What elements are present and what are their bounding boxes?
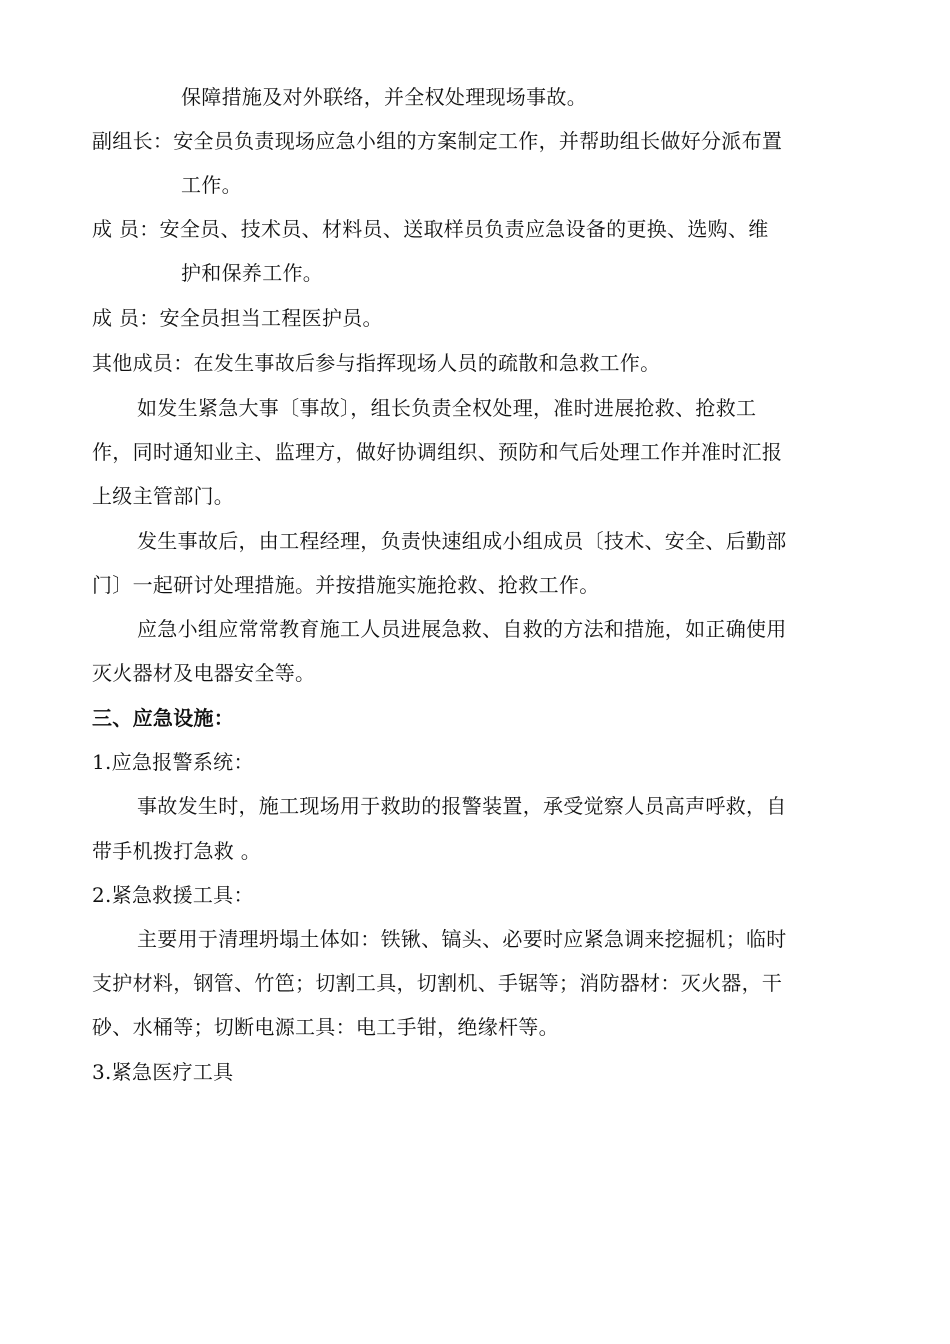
paragraph-line: 其他成员：在发生事故后参与指挥现场人员的疏散和急救工作。 (92, 351, 661, 375)
paragraph-line: 如发生紧急大事〔事故〕，组长负责全权处理，准时进展抢救、抢救工 (137, 396, 757, 420)
paragraph-line: 砂、水桶等；切断电源工具：电工手钳，绝缘杆等。 (92, 1015, 559, 1039)
paragraph-line: 发生事故后，由工程经理，负责快速组成小组成员〔技术、安全、后勤部 (137, 529, 787, 553)
paragraph-line: 保障措施及对外联络，并全权处理现场事故。 (181, 85, 587, 109)
paragraph-line: 灭火器材及电器安全等。 (92, 661, 316, 685)
paragraph-line: 门〕一起研讨处理措施。并按措施实施抢救、抢救工作。 (92, 573, 600, 597)
paragraph-line: 主要用于清理坍塌土体如：铁锹、镐头、必要时应紧急调来挖掘机；临时 (137, 927, 787, 951)
paragraph-line: 成 员：安全员、技术员、材料员、送取样员负责应急设备的更换、选购、维 (92, 217, 769, 241)
paragraph-line: 应急小组应常常教育施工人员进展急救、自救的方法和措施，如正确使用 (137, 617, 787, 641)
paragraph-line: 支护材料，钢管、竹笆；切割工具，切割机、手锯等；消防器材：灭火器，干 (92, 971, 783, 995)
paragraph-line: 上级主管部门。 (92, 484, 235, 508)
paragraph-line: 作，同时通知业主、监理方，做好协调组织、预防和气后处理工作并准时汇报 (92, 440, 783, 464)
paragraph-line: 带手机拨打急救 。 (92, 839, 262, 863)
paragraph-line: 护和保养工作。 (181, 261, 324, 285)
paragraph-line: 成 员：安全员担当工程医护员。 (92, 306, 383, 330)
section-heading: 三、应急设施： (92, 706, 235, 730)
paragraph-line: 事故发生时，施工现场用于救助的报警装置，承受觉察人员高声呼救，自 (137, 794, 787, 818)
subsection-heading: 1.应急报警系统： (92, 750, 254, 774)
paragraph-line: 工作。 (181, 173, 242, 197)
paragraph-line: 副组长：安全员负责现场应急小组的方案制定工作，并帮助组长做好分派布置 (92, 129, 783, 153)
subsection-heading: 3.紧急医疗工具 (92, 1060, 234, 1084)
subsection-heading: 2.紧急救援工具： (92, 883, 254, 907)
